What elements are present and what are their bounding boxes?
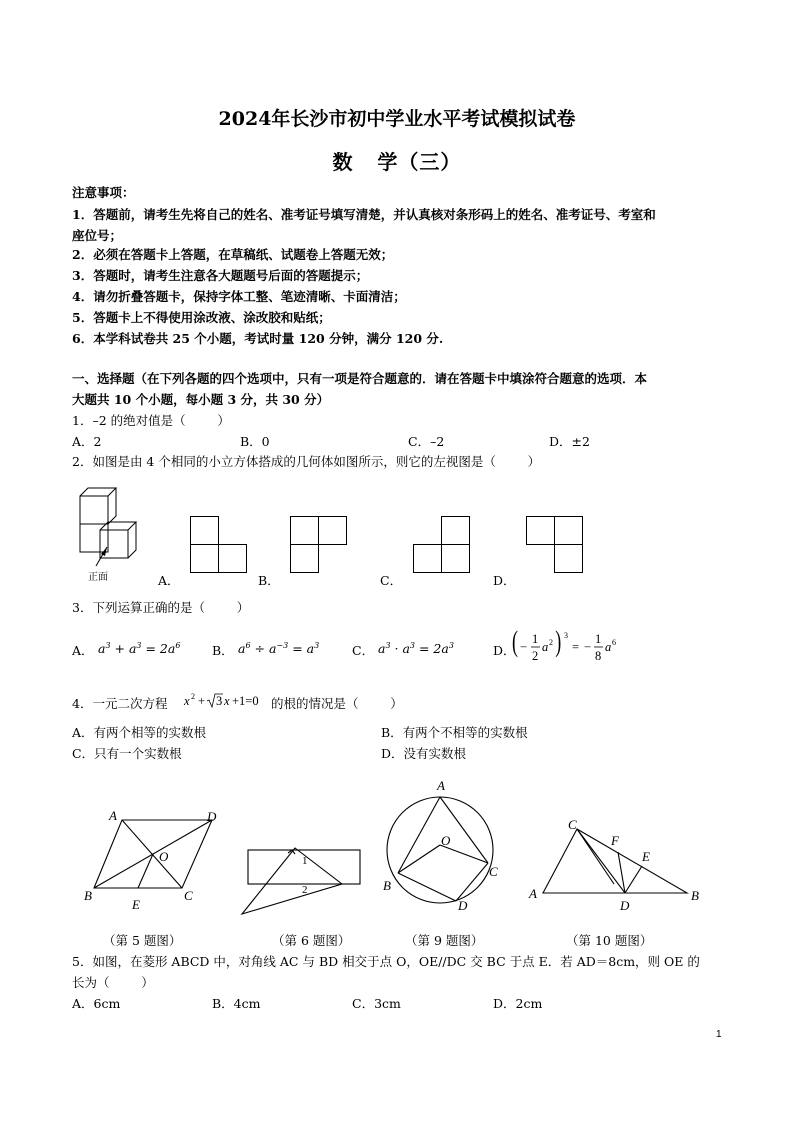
fig10-label-f: F [611, 833, 619, 848]
fig5-label-b: B [84, 888, 92, 903]
svg-text:6: 6 [612, 638, 616, 647]
figure-5-rhombus [82, 808, 232, 918]
figure-6-caption: （第 6 题图） [272, 933, 351, 948]
q5-option-c: C．3cm [352, 996, 401, 1011]
fig6-label-2: 2 [302, 884, 308, 896]
q2-cube-figure [70, 484, 160, 584]
q2-option-a: A． [158, 573, 180, 588]
svg-text:+: + [198, 694, 206, 708]
q1-stem: 1．–2 的绝对值是（ ） [72, 413, 230, 428]
figure-9-caption: （第 9 题图） [405, 933, 484, 948]
q5-option-a: A．6cm [72, 996, 121, 1011]
notice-item-3: 3．答题时，请考生注意各大题题号后面的答题提示； [72, 268, 369, 283]
q3-option-c-formula: $a^3 \cdot a^3 = 2a^3$ [378, 641, 454, 657]
figure-9-circle [378, 775, 508, 915]
fig10-label-c: C [568, 817, 577, 832]
fig9-label-c: C [489, 864, 498, 879]
fig5-label-e: E [132, 897, 140, 912]
notice-item-2: 2．必须在答题卡上答题，在草稿纸、试题卷上答题无效； [72, 247, 394, 262]
figure-10-triangle [525, 815, 705, 915]
front-label: 正面 [88, 572, 108, 583]
q2-view-c [413, 516, 473, 576]
notice-heading: 注意事项： [72, 185, 135, 200]
figure-10-caption: （第 10 题图） [566, 933, 653, 948]
q2-option-b: B． [258, 573, 280, 588]
svg-text:a: a [605, 640, 612, 654]
q4-option-d: D．没有实数根 [381, 746, 467, 761]
q1-option-d: D．±2 [549, 434, 590, 449]
fig9-label-o: O [441, 833, 451, 848]
notice-item-1: 1．答题前，请考生先将自己的姓名、准考证号填写清楚，并认真核对条形码上的姓名、准考证号、考室和 [72, 207, 656, 222]
notice-item-5: 5．答题卡上不得使用涂改液、涂改胶和贴纸； [72, 310, 331, 325]
svg-text:1: 1 [532, 632, 539, 646]
q1-option-c: C．–2 [408, 434, 445, 449]
q5-option-b: B．4cm [212, 996, 261, 1011]
svg-text:2: 2 [191, 692, 195, 701]
q5-option-d: D．2cm [493, 996, 543, 1011]
q5-stem-cont: 长为（ ） [72, 975, 154, 990]
q3-option-a-formula: $a^3 + a^3 = 2a^6$ [98, 641, 181, 657]
fig6-label-1: 1 [302, 855, 308, 867]
q3-option-c-label: C． [352, 643, 375, 658]
q2-view-d [526, 516, 586, 576]
q3-option-b-formula: $a^6 \div a^{-3} = a^3$ [238, 641, 320, 657]
q4-option-c: C．只有一个实数根 [72, 746, 182, 761]
svg-text:a: a [542, 640, 549, 654]
q3-option-d-label: D． [493, 643, 516, 658]
q2-option-d: D． [493, 573, 516, 588]
fig9-label-b: B [383, 878, 391, 893]
q4-stem-prefix: 4．一元二次方程 [72, 696, 168, 711]
fig9-label-a: A [437, 778, 445, 793]
svg-text:3: 3 [216, 694, 223, 708]
fig10-label-e: E [642, 849, 650, 864]
svg-text:+1=0: +1=0 [232, 694, 259, 708]
q2-view-a [190, 516, 250, 576]
figure-5-caption: （第 5 题图） [103, 933, 182, 948]
page-number: 1 [716, 1029, 722, 1040]
q3-option-b-label: B． [212, 643, 234, 658]
q4-option-a: A．有两个相等的实数根 [72, 725, 207, 740]
fig5-label-c: C [184, 888, 193, 903]
exam-title: 2024年长沙市初中学业水平考试模拟试卷 [218, 108, 576, 130]
q5-stem: 5．如图，在菱形 ABCD 中，对角线 AC 与 BD 相交于点 O，OE//DC 交 BC 于点 E．若 AD＝8cm，则 OE 的 [72, 954, 700, 969]
fig5-label-d: D [207, 809, 217, 824]
q3-stem: 3．下列运算正确的是（ ） [72, 600, 250, 615]
fig5-label-o: O [159, 849, 169, 864]
q3-option-d-formula [512, 624, 627, 668]
svg-text:−: − [584, 640, 592, 654]
svg-text:=: = [572, 640, 580, 654]
q1-option-b: B．0 [240, 434, 270, 449]
svg-text:8: 8 [595, 649, 602, 663]
q4-option-b: B．有两个不相等的实数根 [381, 725, 528, 740]
exam-subtitle: 数 学（三） [332, 150, 462, 174]
fig10-label-b: B [691, 888, 699, 903]
fig10-label-d: D [620, 898, 630, 913]
q2-view-b [290, 516, 350, 576]
svg-text:(: ( [512, 625, 518, 659]
section-1-heading: 一、选择题（在下列各题的四个选项中，只有一项是符合题意的．请在答题卡中填涂符合题意的选项．本 [72, 371, 648, 386]
figure-6-ruler-triangle [240, 840, 365, 920]
notice-item-1-cont: 座位号； [72, 228, 123, 243]
svg-text:2: 2 [549, 638, 553, 647]
q2-option-c: C． [380, 573, 403, 588]
q1-option-a: A．2 [72, 434, 102, 449]
notice-item-4: 4．请勿折叠答题卡，保持字体工整、笔迹清晰、卡面清洁； [72, 289, 406, 304]
svg-text:−: − [520, 640, 528, 654]
svg-text:): ) [555, 625, 562, 659]
svg-text:3: 3 [564, 631, 568, 640]
fig5-label-a: A [109, 808, 117, 823]
svg-text:x: x [184, 694, 190, 708]
q3-option-a-label: A． [72, 643, 94, 658]
svg-text:1: 1 [595, 632, 602, 646]
notice-item-6: 6．本学科试卷共 25 个小题，考试时量 120 分钟，满分 120 分. [72, 331, 444, 346]
svg-text:x: x [224, 694, 230, 708]
fig10-label-a: A [529, 886, 537, 901]
fig9-label-d: D [458, 898, 468, 913]
q4-equation [184, 690, 270, 712]
q4-stem-suffix: 的根的情况是（ ） [271, 696, 403, 711]
q2-stem: 2．如图是由 4 个相同的小立方体搭成的几何体如图所示，则它的左视图是（ ） [72, 454, 541, 469]
section-1-heading-cont: 大题共 10 个小题，每小题 3 分，共 30 分） [72, 392, 330, 407]
svg-text:2: 2 [532, 649, 539, 663]
